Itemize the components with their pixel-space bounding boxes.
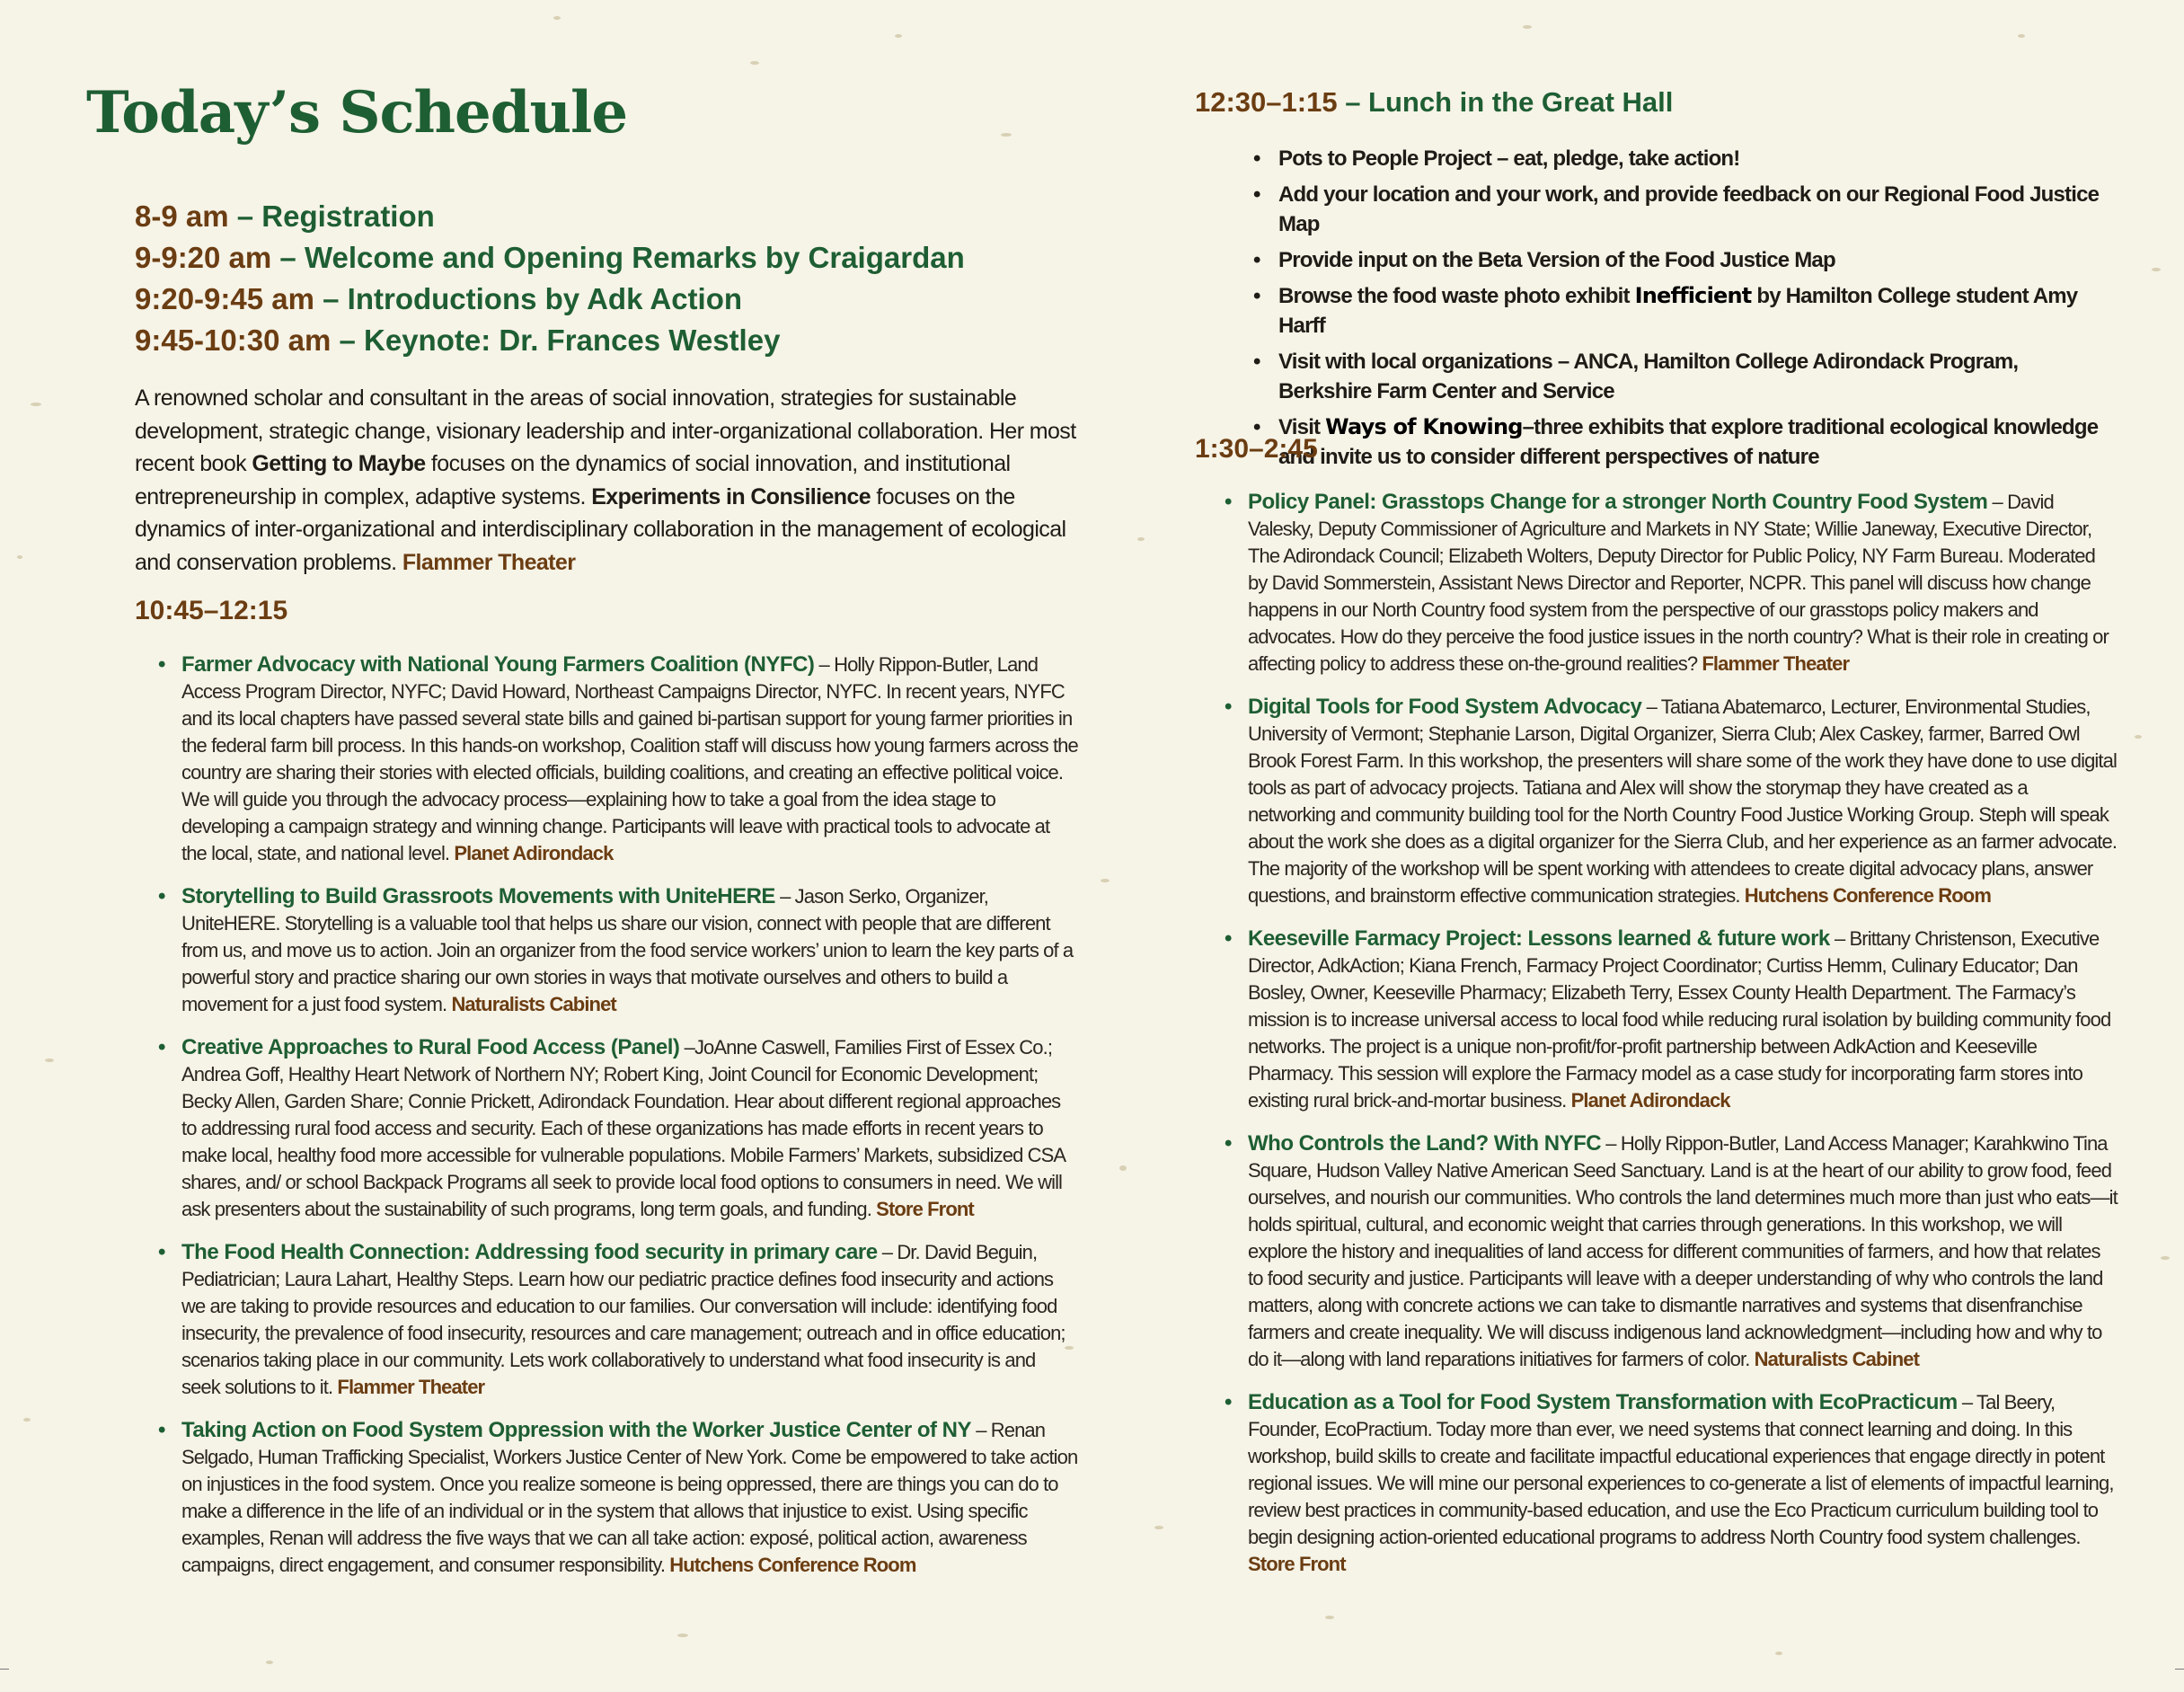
session-title: The Food Health Connection: Addressing food security in primary care xyxy=(181,1240,878,1264)
schedule-line-welcome: 9-9:20 am – Welcome and Opening Remarks by Craigardan xyxy=(135,241,965,274)
session-2-list xyxy=(1219,489,2118,1578)
session-title: Who Controls the Land? With NYFC xyxy=(1248,1131,1602,1156)
schedule-line-keynote: 9:45-10:30 am – Keynote: Dr. Frances Westley xyxy=(135,323,781,357)
lunch-activity: • Provide input on the Beta Version of the Food Justice Map xyxy=(1253,245,2116,275)
session-item: • Farmer Advocacy with National Young Farmers Coalition (NYFC) – Holly Rippon-Butler, Land Access Program Director, NYFC; David Howard, Northeast Campaigns Director, NYFC. In recent years, NYFC and its local chapters have passed several state bills and gained bi-partisan support for young farmer priorities in the federal farm bill process. In this hands-on workshop, Coalition staff will discuss how young farmers across the country are sharing their stories with elected officials, building coalitions, and creating an effective political voice. We will guide you through the advocacy process—explaining how to take a goal from the idea stage to developing a campaign strategy and winning change. Participants will leave with practical tools to advocate at the local, state, and national level. Planet Adirondack xyxy=(153,651,1078,867)
session-time-heading: 10:45–12:15 xyxy=(135,596,288,625)
session-title: Creative Approaches to Rural Food Access (Panel) xyxy=(181,1035,680,1059)
session-item: • The Food Health Connection: Addressing food security in primary care – Dr. David Beguin, Pediatrician; Laura Lahart, Healthy Steps. Learn how our pediatric practice defines food insecurity and actions we are taking to provide resources and education to our families. Our conversation will include: identifying food insecurity, the prevalence of food insecurity, resources and care management; outreach and in office education; scenarios taking place in our community. Lets work collaboratively to understand what food insecurity is and seek solutions to it. Flammer Theater xyxy=(153,1239,1078,1401)
room-label: Store Front xyxy=(1248,1553,1346,1575)
session-item: • Storytelling to Build Grassroots Movements with UniteHERE – Jason Serko, Organizer, UniteHERE. Storytelling is a valuable tool that helps us share our vision, connect with people that are different from us, and move us to action. Join an organizer from the food service workers’ union to learn the key parts of a powerful story and practice sharing our own stories in ways that motivate ourselves and others to build a movement for a just food system. Naturalists Cabinet xyxy=(153,883,1078,1018)
lunch-activities xyxy=(1253,144,2116,478)
session-title: Taking Action on Food System Oppression with the Worker Justice Center of NY xyxy=(181,1418,972,1442)
room-label: Store Front xyxy=(876,1198,974,1220)
lunch-heading: 12:30–1:15 – Lunch in the Great Hall xyxy=(1195,86,1674,118)
crop-mark xyxy=(0,1669,9,1670)
lunch-activity: • Add your location and your work, and provide feedback on our Regional Food Justice Map xyxy=(1253,180,2116,239)
session-title: Policy Panel: Grasstops Change for a stronger North Country Food System xyxy=(1248,490,1988,514)
crop-mark xyxy=(2175,1669,2184,1670)
room-label: Hutchens Conference Room xyxy=(669,1554,916,1576)
session-time-heading: 1:30–2:45 xyxy=(1195,434,1318,464)
session-title: Farmer Advocacy with National Young Farmers Coalition (NYFC) xyxy=(181,652,815,677)
room-label: Planet Adirondack xyxy=(1570,1089,1730,1112)
session-item: • Keeseville Farmacy Project: Lessons learned & future work – Brittany Christenson, Executive Director, AdkAction; Kiana French, Farmacy Project Coordinator; Curtiss Hemm, Culinary Educator; Dan Bosley, Owner, Keeseville Pharmacy; Elizabeth Terry, Essex County Health Department. The Farmacy’s mission is to increase universal access to local food while reducing rural isolation by building community food networks. The project is a unique non-profit/for-profit partnership between AdkAction and Keeseville Pharmacy. This session will explore the Farmacy model as a case study for incorporating farm stores into existing rural brick-and-mortar business. Planet Adirondack xyxy=(1219,926,2118,1114)
room-label: Naturalists Cabinet xyxy=(1754,1348,1920,1370)
session-title: Keeseville Farmacy Project: Lessons learned & future work xyxy=(1248,926,1830,951)
room-label: Flammer Theater xyxy=(1702,652,1850,675)
schedule-line-introductions: 9:20-9:45 am – Introductions by Adk Action xyxy=(135,282,743,315)
keynote-description: A renowned scholar and consultant in the areas of social innovation, strategies for sustainable development, strategic change, visionary leadership and inter-organizational collaboration. Her most recent book Getting to Maybe focuses on the dynamics of social innovation, and institutional entrepreneurship in complex, adaptive systems. Experiments in Consilience focuses on the dynamics of inter-organizational and interdisciplinary collaboration in the management of ecological and conservation problems. Flammer Theater xyxy=(135,385,1076,575)
lunch-activity: • Visit with local organizations – ANCA, Hamilton College Adirondack Program, Berkshire Farm Center and Service xyxy=(1253,347,2116,406)
book-title: Getting to Maybe xyxy=(252,451,426,476)
lunch-activity: • Pots to People Project – eat, pledge, take action! xyxy=(1253,144,2116,173)
session-title: Digital Tools for Food System Advocacy xyxy=(1248,695,1642,719)
lunch-activity: • Browse the food waste photo exhibit Inefficient by Hamilton College student Amy Harff xyxy=(1253,281,2116,341)
session-item: • Digital Tools for Food System Advocacy – Tatiana Abatemarco, Lecturer, Environmental Studies, University of Vermont; Stephanie Larson, Digital Organizer, Sierra Club; Alex Caskey, farmer, Barred Owl Brook Forest Farm. In this workshop, the presenters will share some of the work they have done to use digital tools as part of advocacy projects. Tatiana and Alex will show the storymap they have created as a networking and community building tool for the North Country Food Justice Working Group. Steph will speak about the work she does as a digital organizer for the Sierra Club, and her experience as an farmer advocate. The majority of the workshop will be spent working with attendees to create digital advocacy plans, answer questions, and brainstorm effective communication strategies. Hutchens Conference Room xyxy=(1219,694,2118,909)
session-item: • Education as a Tool for Food System Transformation with EcoPracticum – Tal Beery, Founder, EcoPractium. Today more than ever, we need systems that connect learning and doing. In this workshop, build skills to create and facilitate impactful educational experiences that engage directly in potent regional issues. We will mine our personal experiences to co-generate a list of elements of impactful learning, review best practices in community-based education, and use the Eco Practicum curriculum building tool to begin designing action-oriented educational programs to address North Country food system challenges. Store Front xyxy=(1219,1389,2118,1578)
book-title: Experiments in Consilience xyxy=(591,483,871,509)
page-title: Today’s Schedule xyxy=(86,79,628,146)
lunch-activity: • Visit Ways of Knowing–three exhibits that explore traditional ecological knowledge and invite us to consider different perspectives of nature xyxy=(1253,412,2116,472)
session-1-list xyxy=(153,651,1078,1579)
session-item: • Who Controls the Land? With NYFC – Holly Rippon-Butler, Land Access Manager; Karahkwino Tina Square, Hudson Valley Native American Seed Sanctuary. Land is at the heart of our ability to grow food, feed ourselves, and nourish our communities. Who controls the land determines much more than just who eats—it holds spiritual, cultural, and economic weight that carries through generations. In this workshop, we will explore the history and inequalities of land access for different communities of farmers, and how that relates to food security and justice. Participants will leave with a deeper understanding of why who controls the land matters, along with concrete actions we can take to dismantle narratives and systems that disenfranchise farmers and create inequality. We will discuss indigenous land acknowledgment—including how and why to do it—along with land reparations initiatives for farmers of color. Naturalists Cabinet xyxy=(1219,1130,2118,1373)
session-item: • Policy Panel: Grasstops Change for a stronger North Country Food System – David Valesky, Deputy Commissioner of Agriculture and Markets in NY State; Willie Janeway, Executive Director, The Adirondack Council; Elizabeth Wolters, Deputy Director for Public Policy, NY Farm Bureau. Moderated by David Sommerstein, Assistant News Director and Reporter, NCPR. This panel will discuss how change happens in our North Country food system from the perspective of our grasstops policy makers and advocates. How do they perceive the food justice issues in the north country? What is their role in creating or affecting policy to address these on-the-ground realities? Flammer Theater xyxy=(1219,489,2118,678)
session-item: • Taking Action on Food System Oppression with the Worker Justice Center of NY – Renan Selgado, Human Trafficking Specialist, Workers Justice Center of New York. Come be empowered to take action on injustices in the food system. Once you realize someone is being oppressed, there are things you can do to make a difference in the life of an individual or in the system that allows that injustice to exist. Using specific examples, Renan will address the five ways that we can all take action: exposé, political action, awareness campaigns, direct engagement, and consumer responsibility. Hutchens Conference Room xyxy=(153,1417,1078,1579)
session-title: Storytelling to Build Grassroots Movements with UniteHERE xyxy=(181,884,775,908)
room-label: Flammer Theater xyxy=(337,1376,485,1398)
schedule-line-registration: 8-9 am – Registration xyxy=(135,199,435,233)
room-label: Planet Adirondack xyxy=(454,842,614,864)
session-item: • Creative Approaches to Rural Food Access (Panel) –JoAnne Caswell, Families First of Essex Co.; Andrea Goff, Healthy Heart Network of Northern NY; Robert King, Joint Council for Economic Development; Becky Allen, Garden Share; Connie Prickett, Adirondack Foundation. Hear about different regional approaches to addressing rural food access and security. Each of these organizations has made efforts in recent years to make local, healthy food more accessible for vulnerable populations. Mobile Farmers’ Markets, subsidized CSA shares, and/ or school Backpack Programs all seek to provide local food options to consumers in need. We will ask presenters about the sustainability of such programs, long term goals, and funding. Store Front xyxy=(153,1034,1078,1223)
session-title: Education as a Tool for Food System Transformation with EcoPracticum xyxy=(1248,1390,1958,1414)
room-label: Hutchens Conference Room xyxy=(1744,884,1991,907)
morning-schedule xyxy=(135,196,965,361)
room-label: Naturalists Cabinet xyxy=(451,993,616,1015)
room-label: Flammer Theater xyxy=(402,549,576,575)
